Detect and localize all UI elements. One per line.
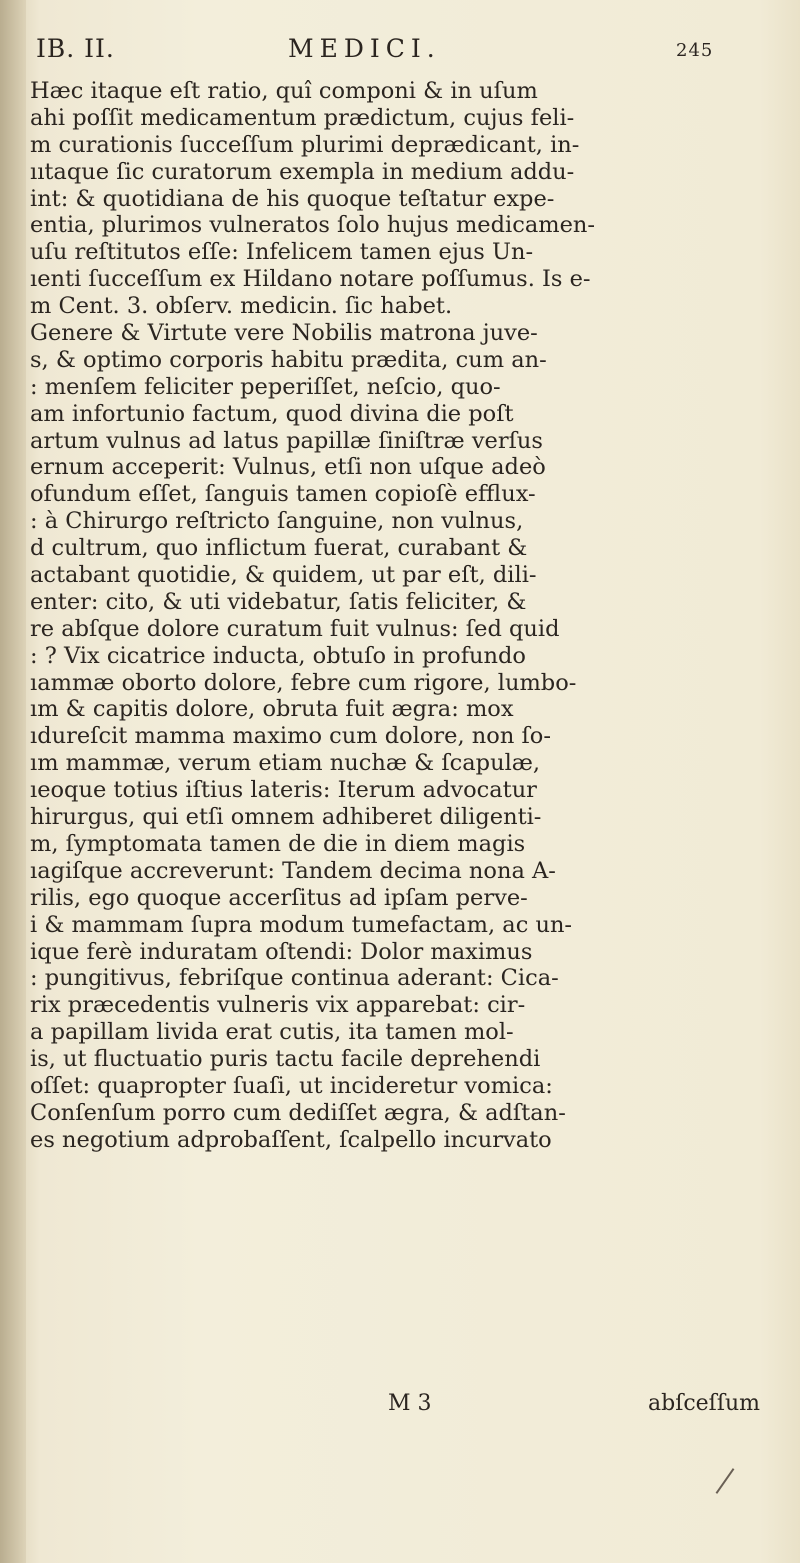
catchword: abſceſſum: [648, 1391, 760, 1416]
text-line: Conſenſum porro cum dediſſet ægra, & adſtan-: [30, 1099, 566, 1126]
text-line: rix præcedentis vulneris vix apparebat: cir-: [30, 992, 526, 1019]
text-line: actabant quotidie, & quidem, ut par eſt, dili-: [30, 562, 537, 589]
text-line: re abſque dolore curatum fuit vulnus: ſed quid: [30, 615, 560, 642]
text-line: ım & capitis dolore, obruta fuit ægra: mox: [30, 696, 514, 723]
text-line: : ? Vix cicatrice inducta, obtuſo in profundo: [30, 642, 526, 669]
text-line: m Cent. 3. obſerv. medicin. ſic habet.: [30, 293, 453, 320]
text-line: ofundum eſſet, ſanguis tamen copioſè efflux-: [30, 481, 536, 508]
text-line: : menſem feliciter peperiſſet, neſcio, quo-: [30, 373, 501, 400]
text-line: ıagiſque accreverunt: Tandem decima nona A-: [30, 857, 556, 884]
signature-mark: M 3: [388, 1391, 432, 1416]
text-line: i & mammam ſupra modum tumefactam, ac un-: [30, 911, 573, 938]
text-line: am infortunio factum, quod divina die poſt: [30, 400, 514, 427]
text-line: : pungitivus, febriſque continua aderant: Cica-: [30, 965, 559, 992]
text-line: is, ut fluctuatio puris tactu facile deprehendi: [30, 1046, 541, 1073]
text-line: entia, plurimos vulneratos ſolo hujus medicamen-: [30, 212, 595, 239]
text-line: m curationis ſucceſſum plurimi deprædicant, in-: [30, 131, 580, 158]
header-book-number: IB. II.: [36, 34, 115, 63]
body-text: [30, 78, 780, 1154]
text-line: ıdureſcit mamma maximo cum dolore, non ſo-: [30, 723, 551, 750]
text-line: ıeoque totius iſtius lateris: Iterum advocatur: [30, 777, 537, 804]
binding-gutter: [0, 0, 26, 1563]
text-line: enter: cito, & uti videbatur, ſatis feliciter, &: [30, 588, 527, 615]
text-line: ım mammæ, verum etiam nuchæ & ſcapulæ,: [30, 750, 541, 777]
text-line: m, ſymptomata tamen de die in diem magis: [30, 830, 526, 857]
page-number: 245: [676, 40, 714, 61]
text-line: a papillam livida erat cutis, ita tamen mol-: [30, 1019, 514, 1046]
text-line: int: & quotidiana de his quoque teſtatur expe-: [30, 185, 555, 212]
text-line: ahi poſſit medicamentum prædictum, cujus feli-: [30, 104, 575, 131]
text-line: s, & optimo corporis habitu prædita, cum an-: [30, 346, 547, 373]
text-line: rilis, ego quoque accerſitus ad ipſam perve-: [30, 884, 528, 911]
text-line: ique ferè induratam oſtendi: Dolor maximus: [30, 938, 533, 965]
ink-mark: [716, 1468, 735, 1494]
text-line: ıenti ſucceſſum ex Hildano notare poſſumus. Is e-: [30, 266, 591, 293]
text-line: uſu reſtitutos eſſe: Infelicem tamen ejus Un-: [30, 239, 534, 266]
running-header: [28, 28, 768, 72]
text-line: oſſet: quapropter ſuaſi, ut incideretur vomica:: [30, 1072, 553, 1099]
text-line: : à Chirurgo reſtricto ſanguine, non vulnus,: [30, 508, 524, 535]
text-line: hirurgus, qui etſi omnem adhiberet diligenti-: [30, 804, 542, 831]
header-title: MEDICI.: [288, 34, 441, 63]
text-line: Hæc itaque eſt ratio, quî componi & in uſum: [30, 78, 538, 104]
text-line: ernum acceperit: Vulnus, etſi non uſque adeò: [30, 454, 546, 481]
text-line: ııtaque ſic curatorum exempla in medium addu-: [30, 158, 575, 185]
text-line: artum vulnus ad latus papillæ ſiniſtræ verſus: [30, 427, 543, 454]
text-line: Genere & Virtute vere Nobilis matrona juve-: [30, 320, 538, 347]
text-line: es negotium adprobaſſent, ſcalpello incurvato: [30, 1126, 552, 1153]
text-line: ıammæ oborto dolore, febre cum rigore, lumbo-: [30, 669, 577, 696]
text-line: d cultrum, quo inflictum fuerat, curabant &: [30, 535, 528, 562]
